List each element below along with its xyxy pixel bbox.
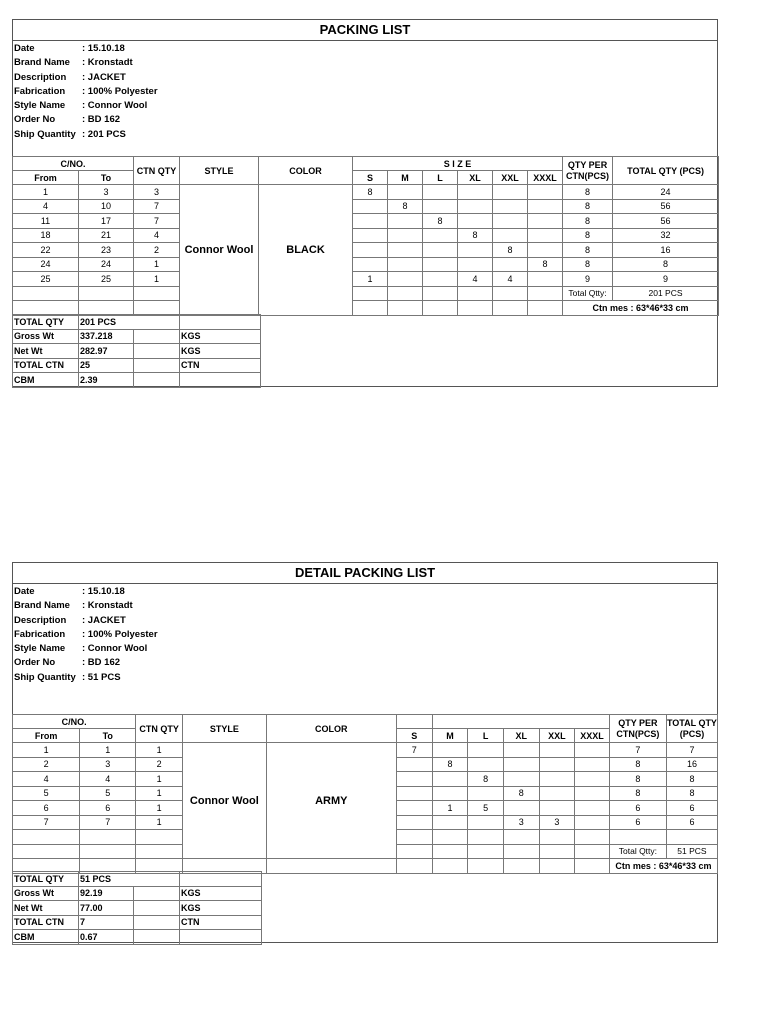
summary-row: TOTAL CTN 25 CTN (13, 358, 261, 373)
summary-row: Gross Wt 337.218 KGS (13, 329, 261, 344)
carton-measurement: Ctn mes : 63*46*33 cm (609, 859, 717, 874)
info-brand: Brand Name : Kronstadt (14, 57, 133, 69)
size-xxl-header: XXL (493, 171, 528, 185)
size-s-header: S (396, 729, 432, 743)
summary-row: Net Wt 77.00 KGS (13, 901, 262, 916)
total-qty-value: 51 PCS (666, 844, 717, 859)
table-row: 2 3 2 8 8 16 (13, 757, 718, 772)
table-row: 1 3 3 Connor Wool BLACK 8 8 24 (13, 185, 719, 200)
size-l-header: L (468, 729, 504, 743)
total-qty-header: TOTAL QTY (PCS) (666, 715, 717, 743)
summary-row: CBM 0.67 (13, 930, 262, 945)
total-qty-label: Total Qtty: (609, 844, 666, 859)
summary-row: Gross Wt 92.19 KGS (13, 886, 262, 901)
summary-row: TOTAL CTN 7 CTN (13, 915, 262, 930)
shipment-info (13, 584, 717, 685)
packing-table (12, 156, 719, 316)
cno-header: C/NO. (13, 715, 136, 729)
info-fabrication: Fabrication : 100% Polyester (14, 628, 158, 640)
table-row: 25 25 1 1 4 4 9 9 (13, 272, 719, 287)
table-row: 4 10 7 8 8 56 (13, 199, 719, 214)
packing-list-sheet (12, 19, 718, 387)
size-m-header: M (432, 729, 468, 743)
summary-table (12, 314, 261, 388)
color-cell: BLACK (259, 185, 353, 316)
total-qty-header: TOTAL QTY (PCS) (613, 157, 719, 185)
table-row: 6 6 1 1 5 6 6 (13, 801, 718, 816)
summary-row: TOTAL QTY 201 PCS (13, 315, 261, 330)
color-cell: ARMY (266, 743, 396, 859)
style-cell: Connor Wool (183, 743, 267, 859)
info-ship-quantity: Ship Quantity : 201 PCS (14, 128, 126, 140)
info-style-name: Style Name : Connor Wool (14, 643, 148, 655)
summary-row: CBM 2.39 (13, 373, 261, 388)
info-description: Description : JACKET (14, 614, 126, 626)
size-l-header: L (423, 171, 458, 185)
summary-row: Net Wt 282.97 KGS (13, 344, 261, 359)
sheet-title: PACKING LIST (13, 20, 717, 41)
info-fabrication: Fabrication : 100% Polyester (14, 85, 158, 97)
table-row: 4 4 1 8 8 8 (13, 772, 718, 787)
shipment-info (13, 41, 717, 142)
color-header: COLOR (259, 157, 353, 185)
info-date: Date : 15.10.18 (14, 586, 125, 597)
sheet-title: DETAIL PACKING LIST (13, 563, 717, 584)
style-header: STYLE (180, 157, 259, 185)
packing-table (12, 714, 718, 874)
color-header: COLOR (266, 715, 396, 743)
total-qty-label: Total Qtty: (563, 286, 613, 301)
table-row: 5 5 1 8 8 8 (13, 786, 718, 801)
table-row: 11 17 7 8 8 56 (13, 214, 719, 229)
table-row: 18 21 4 8 8 32 (13, 228, 719, 243)
table-row: 24 24 1 8 8 8 (13, 257, 719, 272)
qty-per-ctn-header: QTY PER CTN(PCS) (563, 157, 613, 185)
summary-row: TOTAL QTY 51 PCS (13, 872, 262, 887)
total-qty-value: 201 PCS (613, 286, 719, 301)
table-row: 7 7 1 3 3 6 6 (13, 815, 718, 830)
info-brand: Brand Name : Kronstadt (14, 600, 133, 612)
info-order-no: Order No : BD 162 (14, 657, 121, 669)
info-style-name: Style Name : Connor Wool (14, 100, 148, 112)
table-row (13, 286, 719, 301)
table-row: 1 1 1 Connor Wool ARMY 7 7 7 (13, 743, 718, 758)
qty-per-ctn-header: QTY PER CTN(PCS) (609, 715, 666, 743)
to-header: To (79, 171, 134, 185)
from-header: From (13, 171, 79, 185)
ctn-qty-header: CTN QTY (134, 157, 180, 185)
ctn-qty-header: CTN QTY (136, 715, 183, 743)
carton-measurement: Ctn mes : 63*46*33 cm (563, 301, 719, 316)
from-header: From (13, 729, 80, 743)
summary-table (12, 871, 262, 945)
cno-header: C/NO. (13, 157, 134, 171)
size-xxxl-header: XXXL (575, 729, 610, 743)
size-s-header: S (353, 171, 388, 185)
size-header: S I Z E (353, 157, 563, 171)
info-ship-quantity: Ship Quantity : 51 PCS (14, 671, 121, 683)
info-order-no: Order No : BD 162 (14, 114, 121, 126)
table-row: 22 23 2 8 8 16 (13, 243, 719, 258)
style-cell: Connor Wool (180, 185, 259, 316)
detail-packing-list-sheet (12, 562, 718, 943)
size-xl-header: XL (503, 729, 539, 743)
info-date: Date : 15.10.18 (14, 43, 125, 54)
info-description: Description : JACKET (14, 71, 126, 83)
size-xxxl-header: XXXL (528, 171, 563, 185)
size-m-header: M (388, 171, 423, 185)
table-row (13, 301, 719, 316)
size-xxl-header: XXL (539, 729, 575, 743)
size-xl-header: XL (458, 171, 493, 185)
to-header: To (80, 729, 136, 743)
style-header: STYLE (183, 715, 267, 743)
